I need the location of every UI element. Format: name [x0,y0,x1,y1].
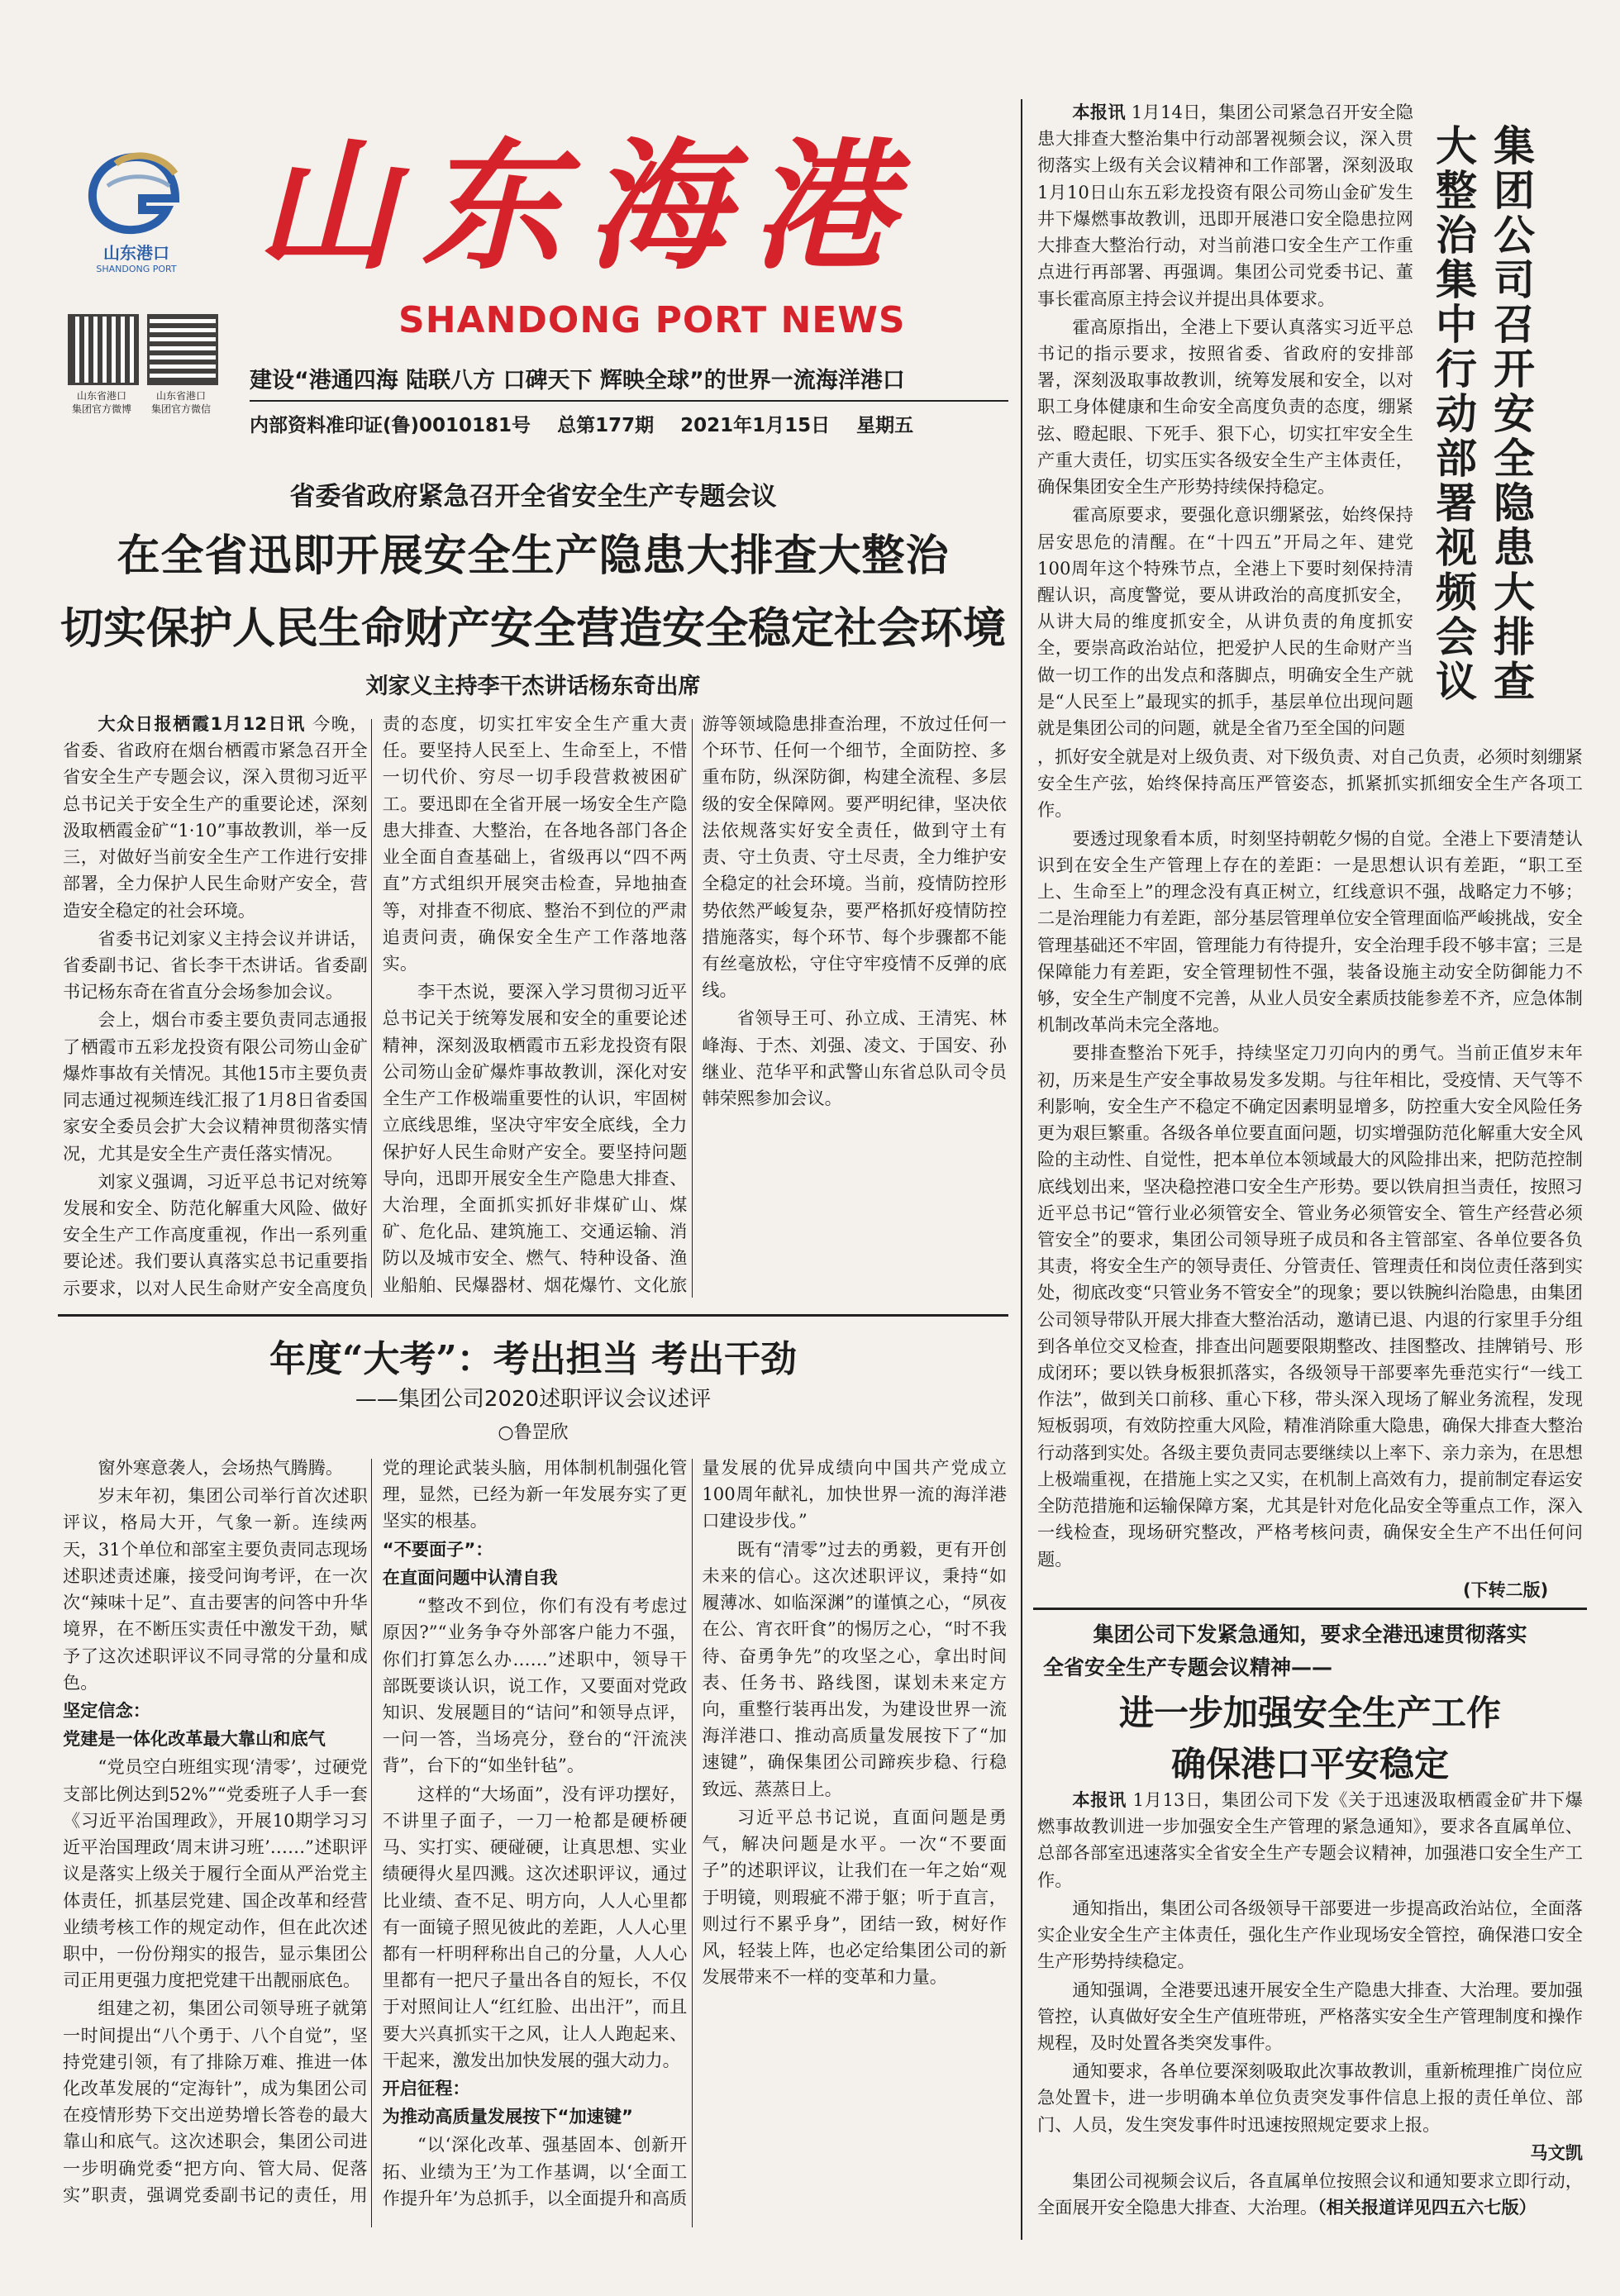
article3-vertical-title1: 大整治集中行动部署视频会议 [1429,124,1477,704]
article3-para: 本报讯 1月14日，集团公司紧急召开安全隐患大排查大整治集中行动部署视频会议，深入贯彻落实上级有关会议精神和工作部署，深刻汲取1月10日山东五彩龙投资有限公司笏山金矿发生井下爆燃事故教训，迅即开展港口安全隐患拉网大排查大整治行动，对当前港口安全生产工作重点进行再部署、再强调。集团公司党委书记、董事长霍高原主持会议并提出具体要求。 [1037,102,1413,309]
article2-para: 这样的“大场面”，没有评功摆好，不讲里子面子，一刀一枪都是硬桥硬马、实打实、硬碰硬，让真思想、实业绩硬得火星四溅。这次述职评议，通过比业绩、查不足、明方向，人人心里都有一面镜子照见彼此的差距，人人心里都有一杆明秤称出自己的分量，人人心里都有一把尺子量出各自的短长，不仅于对照间让人“红红脸、出出汗”，而且要大兴真抓实干之风，让人人跑起来、干起来，激发出加快发展的强大动力。 [382,1783,688,2070]
article2-body [63,1455,1007,2232]
article2-section-heading: 开启征程： [382,2078,470,2099]
article2-section-heading: 在直面问题中认清自我 [382,1566,558,1588]
article4-author: 马文凯 [1530,2141,1583,2163]
shandong-port-logo [83,149,190,273]
article2-para: “以‘深化改革、强基固本、创新开拓、业绩为王’为工作基调，以‘全面工作提升年’为总抓手，以全面提升和高质量发展的优异成绩向中国共产党成立100周年献礼，加快世界一流的海洋港口建设步伐。” [382,1457,1007,2208]
article4-headline2: 确保港口平安稳定 [1170,1744,1449,1784]
article1-para: 李干杰说，要深入学习贯彻习近平总书记关于统筹发展和安全的重要论述精神，深刻汲取栖霞市五彩龙投资有限公司笏山金矿爆炸事故教训，深化对安全生产工作极端重要性的认识，牢固树立底线思维，坚决守牢安全底线，全力保护好人民生命财产安全。要坚持问题导向，迅即开展安全生产隐患大排查、大治理，全面抓实抓好非煤矿山、煤矿、危化品、建筑施工、交通运输、消防以及城市安全、燃气、特种设备、渔业船舶、民爆器材、烟花爆竹、文化旅游等领域隐患排查治理，不放过任何一个环节、任何一个细节，全面防控、多重布防，纵深防御，构建全流程、多层级的安全保障网。要严明纪律，坚决依法依规落实好安全责任，做到守土有责、守土负责、守土尽责，全力维护安全稳定的社会环境。当前，疫情防控形势依然严峻复杂，要严格抓好疫情防控措施落实，每个环节、每个步骤都不能有丝毫放松，守住守牢疫情不反弹的底线。 [382,713,1007,1295]
port-logo-icon [83,149,190,240]
article3-body-top [1037,99,1413,744]
article4-para: 集团公司视频会议后，各直属单位按照会议和通知要求立即行动，全面展开安全隐患大排查、大治理。（相关报道详见四五六七版） [1037,2170,1583,2218]
article1-headline2: 切实保护人民生命财产安全营造安全稳定社会环境 [60,604,1006,654]
article2-subhead: ——集团公司2020述职评议会议述评 [355,1387,712,1412]
article4-body [1037,1787,1583,2229]
article2-headline: 年度“大考”：考出担当 考出干劲 [269,1338,797,1380]
article3-para: 霍高原指出，全港上下要认真落实习近平总书记的指示要求，按照省委、省政府的安排部署，深刻汲取事故教训，统筹发展和安全，以对职工身体健康和生命安全高度负责的态度，绷紧弦、瞪起眼、下死手、狠下心，切实扛牢安全生产重大责任，切实压实各级安全生产主体责任，确保集团安全生产形势持续保持稳定。 [1037,316,1413,498]
qr-caption-weibo: 山东省港口 集团官方微博 [71,390,131,415]
masthead-divider [250,400,1008,402]
article4-kicker1: 集团公司下发紧急通知，要求全港迅速贯彻落实 [1093,1622,1527,1646]
article2-section-heading: 坚定信念： [63,1699,150,1721]
article3-continued[interactable]: (下转二版) [1463,1580,1549,1600]
article4-dateline: 本报讯 [1072,1789,1127,1810]
article3-body-bottom [1037,744,1583,1574]
article1-subhead: 刘家义主持李干杰讲话杨东奇出席 [365,674,701,699]
article1-para: 会上，烟台市委主要负责同志通报了栖霞市五彩龙投资有限公司笏山金矿爆炸事故有关情况。其他15市主要负责同志通过视频连线汇报了1月8日省委国家安全委员会扩大会议精神贯彻落实情况，尤其是安全生产责任落实情况。 [63,1009,368,1164]
article1-para: 省委书记刘家义主持会议并讲话，省委副书记、省长李干杰讲话。省委副书记杨东奇在省直分会场参加会议。 [63,927,368,1003]
logo-text: 山东港口 [103,243,169,263]
article2-col-divider [692,1459,693,2227]
article2-section-heading: 为推动高质量发展按下“加速键” [382,2106,633,2127]
article2-col-divider [371,1459,372,2227]
article1-para: 刘家义强调，习近平总书记对统筹发展和安全、防范化解重大风险、做好安全生产工作高度重视，作出一系列重要论述。我们要认真落实总书记重要指示要求，以对人民生命财产安全高度负责的态度，切实扛牢安全生产重大责任。要坚持人民至上、生命至上，不惜一切代价、穷尽一切手段营救被困矿工。要迅即在全省开展一场安全生产隐患大排查、大整治，在各地各部门各企业全面自查基础上，省级再以“四不两直”方式组织开展突击检查，异地抽查等，对排查不彻底、整治不到位的严肃追责问责，确保安全生产工作落地落实。 [63,713,688,1298]
article1-para: 大众日报栖霞1月12日讯 今晚，省委、省政府在烟台栖霞市紧急召开全省安全生产专题会议，深入贯彻习近平总书记关于安全生产的重要论述，深刻汲取栖霞金矿“1·10”事故教训，举一反三，对做好当前安全生产工作进行安排部署，全力保护人民生命财产安全，营造安全稳定的社会环境。 [63,713,368,921]
newspaper-title: 山东海港 [256,124,918,289]
article2-section-heading: 党建是一体化改革最大靠山和底气 [63,1728,326,1750]
article1-para: 省领导王可、孙立成、王清宪、林峰海、于杰、刘强、凌文、于国安、孙继业、范华平和武警山东省总队司令员韩荣熙参加会议。 [702,1007,1007,1109]
newspaper-title-en: SHANDONG PORT NEWS [398,299,906,341]
article2-byline: ○鲁罡欣 [498,1422,569,1443]
article2-para: “党员空白班组实现‘清零’，过硬党支部比例达到52%”“党委班子人手一套《习近平治国理政》，开展10期学习习近平治国理政‘周末讲习班’……”述职评议是落实上级关于履行全面从严治党主体责任，抓基层党建、国企改革和经营业绩考核工作的规定动作，但在此次述职中，一份份翔实的报告，显示集团公司正用更强力度把党建干出靓丽底色。 [63,1756,368,1991]
masthead-slogan: 建设“港通四海 陆联八方 口碑天下 辉映全球”的世界一流海洋港口 [250,368,905,393]
article4-note[interactable]: （相关报道详见四五六七版） [1317,2197,1537,2218]
article2-section-heading: “不要面子”： [382,1538,493,1560]
article2-para: 窗外寒意袭人，会场热气腾腾。 [98,1457,344,1478]
article4-para: 通知要求，各单位要深刻吸取此次事故教训，重新梳理推广岗位应急处置卡，进一步明确本单位负责突发事件信息上报的责任单位、部门、人员，发生突发事件时迅速按照规定要求上报。 [1037,2060,1583,2135]
article4-para: 通知指出，集团公司各级领导干部要进一步提高政治站位，全面落实企业安全生产主体责任，强化生产作业现场安全管控，确保港口安全生产形势持续稳定。 [1037,1897,1583,1972]
article3-para: 要透过现象看本质，时刻坚持朝乾夕惕的自觉。全港上下要清楚认识到在安全生产管理上存在的差距：一是思想认识有差距，“职工至上、生命至上”的理念没有真正树立，红线意识不强，战略定力不够；二是治理能力有差距，部分基层管理单位安全管理面临严峻挑战，安全管理基础还不牢固，管理能力有待提升，安全治理手段不够丰富；三是保障能力有差距，安全管理韧性不强，装备设施主动安全防御能力不够，安全生产制度不完善，从业人员安全素质技能参差不齐，应急体制机制改革尚未完全落地。 [1037,827,1583,1036]
article3-vertical-title2: 集团公司召开安全隐患大排查 [1487,124,1535,704]
section-divider [58,1314,1008,1317]
article1-dateline: 大众日报栖霞1月12日讯 [98,713,306,734]
article4-para: 本报讯 1月13日，集团公司下发《关于迅速汲取栖霞金矿井下爆燃事故教训进一步加强安全生产管理的紧急通知》，要求各直属单位、总部各部室迅速落实全省安全生产专题会议精神，加强港口安全生产工作。 [1037,1789,1583,1890]
article1-col-divider [371,719,372,1298]
qr-code-wechat[interactable] [147,314,218,385]
article2-para: “整改不到位，你们有没有考虑过原因?”“业务争夺外部客户能力不强，你们打算怎么办……”述职中，领导干部既要谈认识，说工作，又要面对党政知识、发展题目的“诘问”和领导点评，一问一答，当场亮分，登台的“汗流浃背”，台下的“如坐针毡”。 [382,1595,688,1776]
page-vertical-divider [1021,99,1022,2240]
article4-headline1: 进一步加强安全生产工作 [1118,1693,1501,1733]
article1-headline1: 在全省迅即开展安全生产隐患大排查大整治 [117,531,950,581]
article1-col-divider [692,719,693,1298]
article2-para: 既有“清零”过去的勇毅，更有开创未来的信心。这次述职评议，秉持“如履薄冰、如临深渊”的谨慎之心，“夙夜在公、宵衣旰食”的惕厉之心，“时不我待、奋勇争先”的攻坚之心，拿出时间表、任务书、路线图，谋划未来定方向，重整行装再出发，为建设世界一流海洋港口、推动高质量发展按下了“加速键”，确保集团公司蹄疾步稳、行稳致远、蒸蒸日上。 [702,1538,1007,1799]
article2-para: 组建之初，集团公司领导班子就第一时间提出“八个勇于、八个自觉”，坚持党建引领，有了排除万难、推进一体化改革发展的“定海针”，成为集团公司在疫情形势下交出逆势增长答卷的最大靠山和底气。这次述职会，集团公司进一步明确党委“把方向、管大局、促落实”职责，强调党委副书记的责任，用党的理论武装头脑，用体制机制强化管理，显然，已经为新一年发展夯实了更坚实的根基。 [63,1457,688,2205]
qr-caption-wechat: 山东省港口 集团官方微信 [150,390,211,415]
section-divider-right [1033,1608,1587,1610]
article3-para: ，抓好安全就是对上级负责、对下级负责、对自己负责，必须时刻绷紧安全生产弦，始终保持高压严管姿态，抓紧抓实抓细安全生产各项工作。 [1037,746,1583,821]
article1-body [63,711,1007,1304]
article4-para: 通知强调，全港要迅速开展安全生产隐患大排查、大治理。要加强管控，认真做好安全生产值班带班，严格落实安全生产管理制度和操作规程，及时处置各类突发事件。 [1037,1979,1583,2053]
article3-para: 霍高原要求，要强化意识绷紧弦，始终保持居安思危的清醒。在“十四五”开局之年、建党100周年这个特殊节点，全港上下要时刻保持清醒认识，高度警觉，要从讲政治的高度抓安全，从讲大局的维度抓安全，从讲负责的角度抓安全，要崇高政治站位，把爱护人民的生命财产当做一切工作的出发点和落脚点，明确安全生产就是“人民至上”最现实的抓手，基层单位出现问题就是集团公司的问题，就是全省乃至全国的问题 [1037,504,1413,739]
logo-en: SHANDONG PORT [96,264,177,274]
article2-para: 习近平总书记说，直面问题是勇气，解决问题是水平。一次“不要面子”的述职评议，让我们在一年之始“观于明镜，则瑕疵不滞于躯；听于直言，则过行不累乎身”，团结一致，树好作风，轻装上阵，也必定给集团公司的新发展带来不一样的变革和力量。 [702,1806,1007,1988]
article3-para: 要排查整治下死手，持续坚定刀刃向内的勇气。当前正值岁末年初，历来是生产安全事故易发多发期。与往年相比，受疫情、天气等不利影响，安全生产不稳定不确定因素明显增多，防控重大安全风险任务更为艰巨繁重。各级各单位要直面问题，切实增强防范化解重大安全风险的主动性、自觉性，把本单位本领域最大的风险排出来，把防范控制底线划出来，坚决稳控港口安全生产形势。要以铁肩担当责任，按照习近平总书记“管行业必须管安全、管业务必须管安全、管生产经营必须管安全”的要求，集团公司领导班子成员和各主管部室、各单位要各负其责，将安全生产的领导责任、分管责任、管理责任和岗位责任落到实处，彻底改变“只管业务不管安全”的现象；要以铁腕纠治隐患，由集团公司领导带队开展大排查大整治活动，邀请已退、内退的行家里手分组到各单位交叉检查，排查出问题要限期整改、挂图整改、挂牌销号、形成闭环；要以铁身板狠抓落实，各级领导干部要率先垂范实行“一线工作法”，做到关口前移、重心下移，带头深入现场了解业务流程，发现短板弱项，有效防控重大风险，精准消除重大隐患，确保大排查大整治行动落到实处。各级主要负责同志要继续以上率下、亲力亲为，在思想上极端重视，在措施上实之又实，在机制上高效有力，提前制定春运安全防范措施和运输保障方案，尤其是针对危化品安全等重点工作，深入一线检查，现场研究整改，严格考核问责，确保安全生产不出任何问题。 [1037,1042,1583,1570]
article2-para: 岁末年初，集团公司举行首次述职评议，格局大开，气象一新。连续两天，31个单位和部室主要负责同志现场述职述责述廉，接受问询考评，在一次次“辣味十足”、直击要害的问答中升华境界，在不断压实责任中激发干劲，赋予了这次述职评议不同寻常的分量和成色。 [63,1485,368,1693]
issue-info: 内部资料准印证(鲁)0010181号 总第177期 2021年1月15日 星期五 [250,415,914,436]
masthead [58,116,1008,463]
qr-code-weibo[interactable] [68,314,139,385]
article3-dateline: 本报讯 [1072,102,1126,122]
article1-kicker: 省委省政府紧急召开全省安全生产专题会议 [289,482,777,512]
article4-kicker2: 全省安全生产专题会议精神—— [1043,1655,1333,1679]
